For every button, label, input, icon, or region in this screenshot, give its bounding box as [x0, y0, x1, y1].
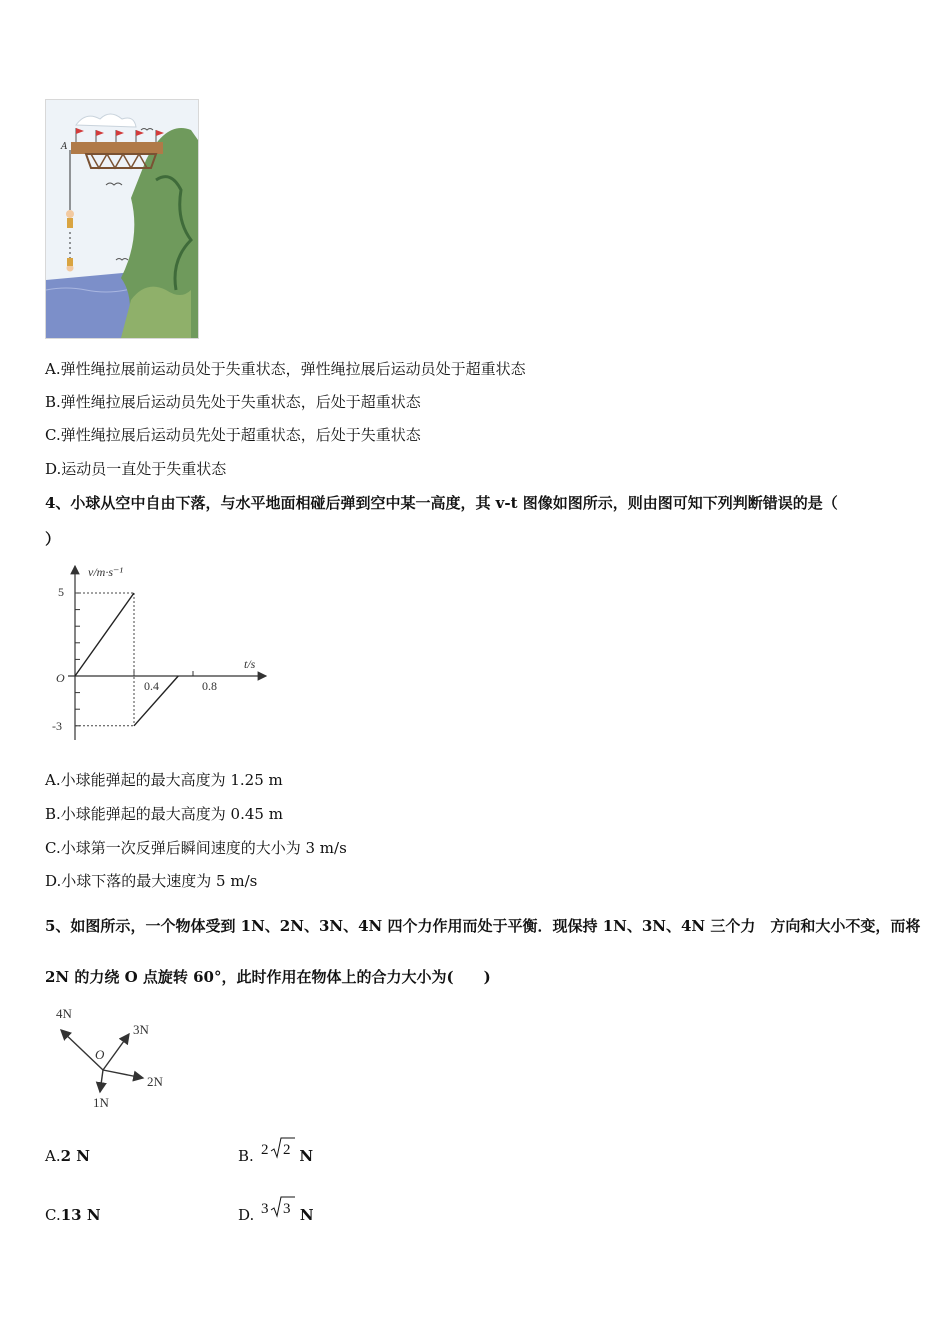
q5-option-a[interactable]: [45, 1145, 90, 1167]
q5-option-b[interactable]: [238, 1142, 314, 1167]
vt-graph-svg: [40, 560, 280, 750]
q5-option-a-prefix: A.: [45, 1147, 61, 1165]
vt-x-tick-0.4: 0.4: [144, 679, 159, 693]
vt-guide-lines: [75, 593, 134, 726]
force-3n-label: 3N: [133, 1022, 149, 1037]
force-origin-label: O: [95, 1047, 105, 1062]
q3-option-b[interactable]: B.弹性绳拉展后运动员先处于失重状态，后处于超重状态: [45, 393, 421, 411]
q5-option-c[interactable]: [45, 1204, 101, 1226]
vt-series-line-1: [75, 593, 134, 676]
q5-option-b-unit: N: [299, 1147, 314, 1165]
q5-option-d-prefix: D.: [238, 1206, 255, 1224]
q4-option-b[interactable]: B.小球能弹起的最大高度为 0.45 m: [45, 805, 283, 823]
q4-stem-line2: ）: [45, 530, 61, 548]
force-diagram: [45, 1000, 185, 1115]
q5-option-c-prefix: C.: [45, 1206, 61, 1224]
q4-option-d[interactable]: D.小球下落的最大速度为 5 m/s: [45, 872, 258, 890]
q3-option-d[interactable]: D.运动员一直处于失重状态: [45, 460, 227, 478]
vt-y-tick-5: 5: [58, 585, 64, 599]
q5-stem-line1: 5、如图所示，一个物体受到 1N、2N、3N、4N 四个力作用而处于平衡．现保持 1N、3N、4N 三个力 方向和大小不变，而将: [45, 917, 921, 935]
bungee-scene-drawing: [46, 100, 198, 338]
force-4n-label: 4N: [56, 1006, 72, 1021]
q4-option-a[interactable]: A.小球能弹起的最大高度为 1.25 m: [45, 771, 283, 789]
q5-option-b-prefix: B.: [238, 1147, 254, 1165]
sqrt-icon: [261, 1135, 297, 1161]
vt-series-lines: [75, 593, 178, 726]
q4-stem-line1: 4、小球从空中自由下落，与水平地面相碰后弹到空中某一高度，其 v-t 图像如图所示，则由图可知下列判断错误的是（: [45, 494, 838, 512]
sqrt-icon: [261, 1194, 297, 1220]
point-a-label: A: [61, 142, 68, 152]
force-2n-label: 2N: [147, 1074, 163, 1089]
q5-option-d-coef: 3: [261, 1201, 269, 1217]
vt-y-axis-label: v/m·s⁻¹: [88, 565, 123, 579]
vt-origin-label: O: [56, 671, 65, 685]
bungee-jump-illustration: [45, 99, 199, 339]
q5-option-d[interactable]: [238, 1201, 314, 1226]
q5-stem-line2: 2N 的力绕 O 点旋转 60°，此时作用在物体上的合力大小为( ): [45, 968, 491, 986]
q5-option-b-rad: 2: [282, 1142, 291, 1158]
q5-option-d-unit: N: [299, 1206, 314, 1224]
force-diagram-svg: [45, 1000, 185, 1115]
vt-graph: [40, 560, 280, 750]
force-1n-label: 1N: [93, 1095, 109, 1110]
force-2n-arrow: [103, 1070, 143, 1078]
q5-option-b-coef: 2: [260, 1142, 269, 1158]
q5-option-a-value: 2 N: [60, 1147, 90, 1165]
q5-option-c-value: 13 N: [60, 1206, 101, 1224]
q4-option-c[interactable]: C.小球第一次反弹后瞬间速度的大小为 3 m/s: [45, 839, 347, 857]
q3-option-a[interactable]: A.弹性绳拉展前运动员处于失重状态，弹性绳拉展后运动员处于超重状态: [45, 360, 526, 378]
vt-x-tick-0.8: 0.8: [202, 679, 217, 693]
vt-y-tick-minus3: -3: [52, 719, 62, 733]
force-1n-arrow: [100, 1070, 103, 1092]
force-3n-arrow: [103, 1034, 129, 1070]
q5-option-d-radical: [259, 1201, 295, 1226]
q5-option-d-rad: 3: [283, 1201, 291, 1217]
vt-x-axis-label: t/s: [244, 657, 256, 671]
q3-option-c[interactable]: C.弹性绳拉展后运动员先处于超重状态，后处于失重状态: [45, 426, 421, 444]
q5-option-b-radical: [259, 1142, 295, 1167]
